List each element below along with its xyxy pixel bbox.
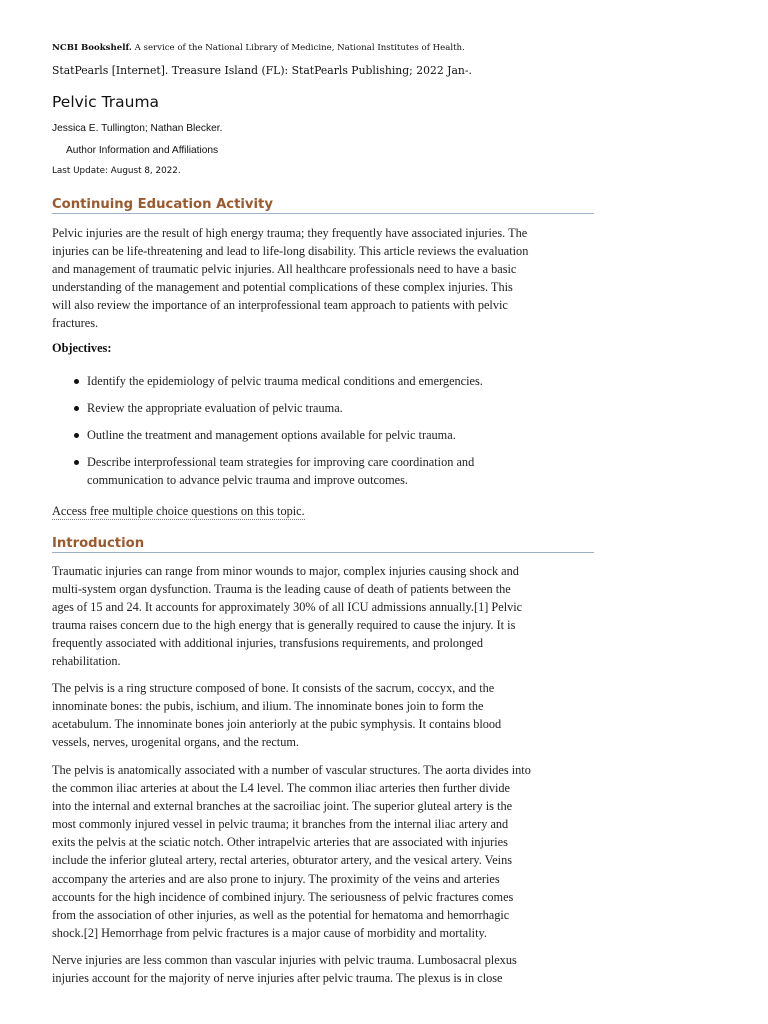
text-line: ages of 15 and 24. It accounts for approximately 30% of all ICU admissions annually.[1] Pelvic (52, 600, 523, 615)
text-line: innominate bones: the pubis, ischium, and ilium. The innominate bones join to form the (52, 699, 484, 714)
text-line: from the association of other injuries, as well as the potential for hematoma and hemorrhagic (52, 907, 510, 922)
text-line: shock.[2] Hemorrhage from pelvic fractures is a major cause of morbidity and mortality. (52, 925, 487, 940)
text-line: The pelvis is anatomically associated with a number of vascular structures. The aorta divides into (52, 763, 531, 777)
text-line: Pelvic injuries are the result of high energy trauma; they frequently have associated injuries. The (52, 226, 528, 240)
list-item-text: Identify the epidemiology of pelvic trauma medical conditions and emergencies. (87, 374, 483, 388)
text-line: injuries account for the majority of nerve injuries after pelvic trauma. The plexus is in close (52, 971, 503, 986)
text-line: Nerve injuries are less common than vascular injuries with pelvic trauma. Lumbosacral plexus (52, 953, 517, 967)
list-item-text: Review the appropriate evaluation of pelvic trauma. (87, 401, 343, 415)
text-line: Traumatic injuries can range from minor wounds to major, complex injuries causing shock and (52, 564, 519, 578)
list-item (52, 426, 597, 444)
ncbi-brand[interactable]: NCBI Bookshelf. (52, 43, 132, 53)
intro-paragraph-1 (52, 562, 596, 671)
ncbi-tagline: A service of the National Library of Medicine, National Institutes of Health. (134, 43, 465, 53)
text-line: into the internal and external branches at the sacroiliac joint. The superior gluteal artery is the (52, 799, 513, 814)
text-line: multi-system organ dysfunction. Trauma is the leading cause of death of patients between the (52, 582, 511, 597)
list-item (52, 399, 597, 417)
list-item (52, 453, 597, 489)
text-line: rehabilitation. (52, 654, 121, 669)
citation: StatPearls [Internet]. Treasure Island (FL): StatPearls Publishing; 2022 Jan-. (52, 64, 472, 77)
intro-paragraph-4 (52, 951, 596, 987)
text-line: injuries can be life-threatening and lead to life-long disability. This article reviews the evaluation (52, 244, 529, 259)
text-line: fractures. (52, 316, 99, 331)
intro-heading: Introduction (52, 536, 594, 553)
ncbi-header (52, 43, 465, 53)
list-item-text: Outline the treatment and management options available for pelvic trauma. (87, 428, 456, 442)
objectives-list (52, 372, 597, 498)
last-update: Last Update: August 8, 2022. (52, 166, 181, 176)
text-line: will also review the importance of an interprofessional team approach to patients with pelvic (52, 298, 508, 313)
objectives-label: Objectives: (52, 341, 112, 355)
text-line: accounts for the high incidence of combined injury. The seriousness of pelvic fractures comes (52, 889, 514, 904)
access-questions-link[interactable]: Access free multiple choice questions on this topic. (52, 504, 305, 518)
intro-paragraph-3 (52, 761, 596, 942)
text-line: acetabulum. The innominate bones join anteriorly at the pubic symphysis. It contains blood (52, 717, 502, 732)
text-line: most commonly injured vessel in pelvic trauma; it branches from the internal iliac artery and (52, 817, 509, 832)
text-line: exits the pelvis at the sciatic notch. Other intrapelvic arteries that are associated with injuries (52, 835, 508, 850)
text-line: include the inferior gluteal artery, rectal arteries, obturator artery, and the vesical artery. Veins (52, 853, 513, 868)
text-line: understanding of the management and potential complications of these complex injuries. This (52, 280, 513, 295)
text-line: vessels, nerves, urogenital organs, and the rectum. (52, 735, 300, 750)
list-item-text: Describe interprofessional team strategies for improving care coordination and (87, 455, 475, 469)
author-affiliations-link[interactable]: Author Information and Affiliations (66, 145, 219, 156)
text-line: trauma raises concern due to the high energy that is generally required to cause the injury. It is (52, 618, 516, 633)
ce-heading: Continuing Education Activity (52, 197, 594, 214)
text-line: frequently associated with additional injuries, transfusions requirements, and prolonged (52, 636, 483, 651)
text-line: The pelvis is a ring structure composed of bone. It consists of the sacrum, coccyx, and the (52, 681, 495, 695)
intro-paragraph-2 (52, 679, 596, 751)
text-line: accompany the arteries and are also prone to injury. The proximity of the veins and arteries (52, 871, 500, 886)
text-line: and management of traumatic pelvic injuries. All healthcare professionals need to have a basic (52, 262, 517, 277)
list-item (52, 372, 597, 390)
text-line: the common iliac arteries at about the L4 level. The common iliac arteries then further divide (52, 781, 511, 796)
ce-paragraph (52, 224, 596, 333)
authors: Jessica E. Tullington; Nathan Blecker. (52, 123, 223, 134)
list-item-text: communication to advance pelvic trauma and improve outcomes. (87, 473, 408, 487)
page-title: Pelvic Trauma (52, 93, 160, 111)
